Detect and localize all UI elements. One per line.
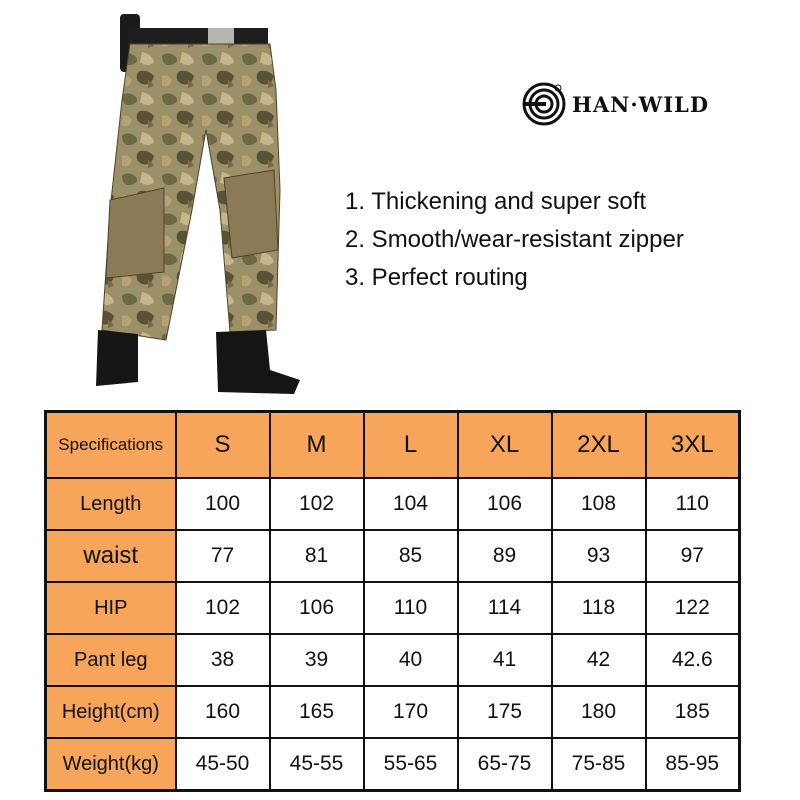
table-cell: 40 [364, 634, 458, 686]
table-cell: 104 [364, 478, 458, 530]
table-row [46, 634, 740, 686]
table-row [46, 738, 740, 791]
table-cell: 38 [176, 634, 270, 686]
corner-header: Specifications [46, 412, 176, 479]
table-cell: 165 [270, 686, 364, 738]
table-row [46, 478, 740, 530]
table-row [46, 582, 740, 634]
table-cell: 89 [458, 530, 552, 582]
size-header: M [270, 412, 364, 479]
table-cell: 41 [458, 634, 552, 686]
table-cell: 108 [552, 478, 646, 530]
feature-list [345, 184, 684, 298]
table-cell: 118 [552, 582, 646, 634]
table-row [46, 686, 740, 738]
table-cell: 175 [458, 686, 552, 738]
table-cell: 93 [552, 530, 646, 582]
table-cell: 185 [646, 686, 740, 738]
size-header: 2XL [552, 412, 646, 479]
table-cell: 110 [364, 582, 458, 634]
feature-item: 2. Smooth/wear-resistant zipper [345, 226, 684, 253]
table-cell: 42 [552, 634, 646, 686]
feature-item: 1. Thickening and super soft [345, 188, 647, 215]
table-cell: 45-55 [270, 738, 364, 791]
size-header: XL [458, 412, 552, 479]
size-chart-table [44, 410, 741, 792]
row-label: Length [46, 478, 176, 530]
table-header-row [46, 412, 740, 479]
table-cell: 122 [646, 582, 740, 634]
camo-pants-illustration [80, 10, 320, 400]
row-label: Height(cm) [46, 686, 176, 738]
table-cell: 170 [364, 686, 458, 738]
table-cell: 45-50 [176, 738, 270, 791]
brand-name: HAN·WILD [572, 91, 710, 117]
product-image [80, 10, 320, 400]
table-cell: 102 [270, 478, 364, 530]
table-cell: 75-85 [552, 738, 646, 791]
table-cell: 85-95 [646, 738, 740, 791]
row-label: HIP [46, 582, 176, 634]
table-cell: 102 [176, 582, 270, 634]
table-cell: 39 [270, 634, 364, 686]
target-ring-logo-icon [522, 82, 566, 126]
table-cell: 42.6 [646, 634, 740, 686]
table-cell: 100 [176, 478, 270, 530]
table-cell: 81 [270, 530, 364, 582]
size-header: 3XL [646, 412, 740, 479]
table-cell: 65-75 [458, 738, 552, 791]
table-cell: 85 [364, 530, 458, 582]
feature-item: 3. Perfect routing [345, 264, 528, 291]
table-cell: 110 [646, 478, 740, 530]
table-cell: 106 [458, 478, 552, 530]
table-cell: 97 [646, 530, 740, 582]
table-row [46, 530, 740, 582]
row-label: Weight(kg) [46, 738, 176, 791]
table-cell: 160 [176, 686, 270, 738]
table-cell: 77 [176, 530, 270, 582]
row-label: Pant leg [46, 634, 176, 686]
table-cell: 180 [552, 686, 646, 738]
size-header: L [364, 412, 458, 479]
table-cell: 114 [458, 582, 552, 634]
row-label: waist [46, 530, 176, 582]
table-cell: 55-65 [364, 738, 458, 791]
table-cell: 106 [270, 582, 364, 634]
brand [522, 82, 709, 126]
size-header: S [176, 412, 270, 479]
